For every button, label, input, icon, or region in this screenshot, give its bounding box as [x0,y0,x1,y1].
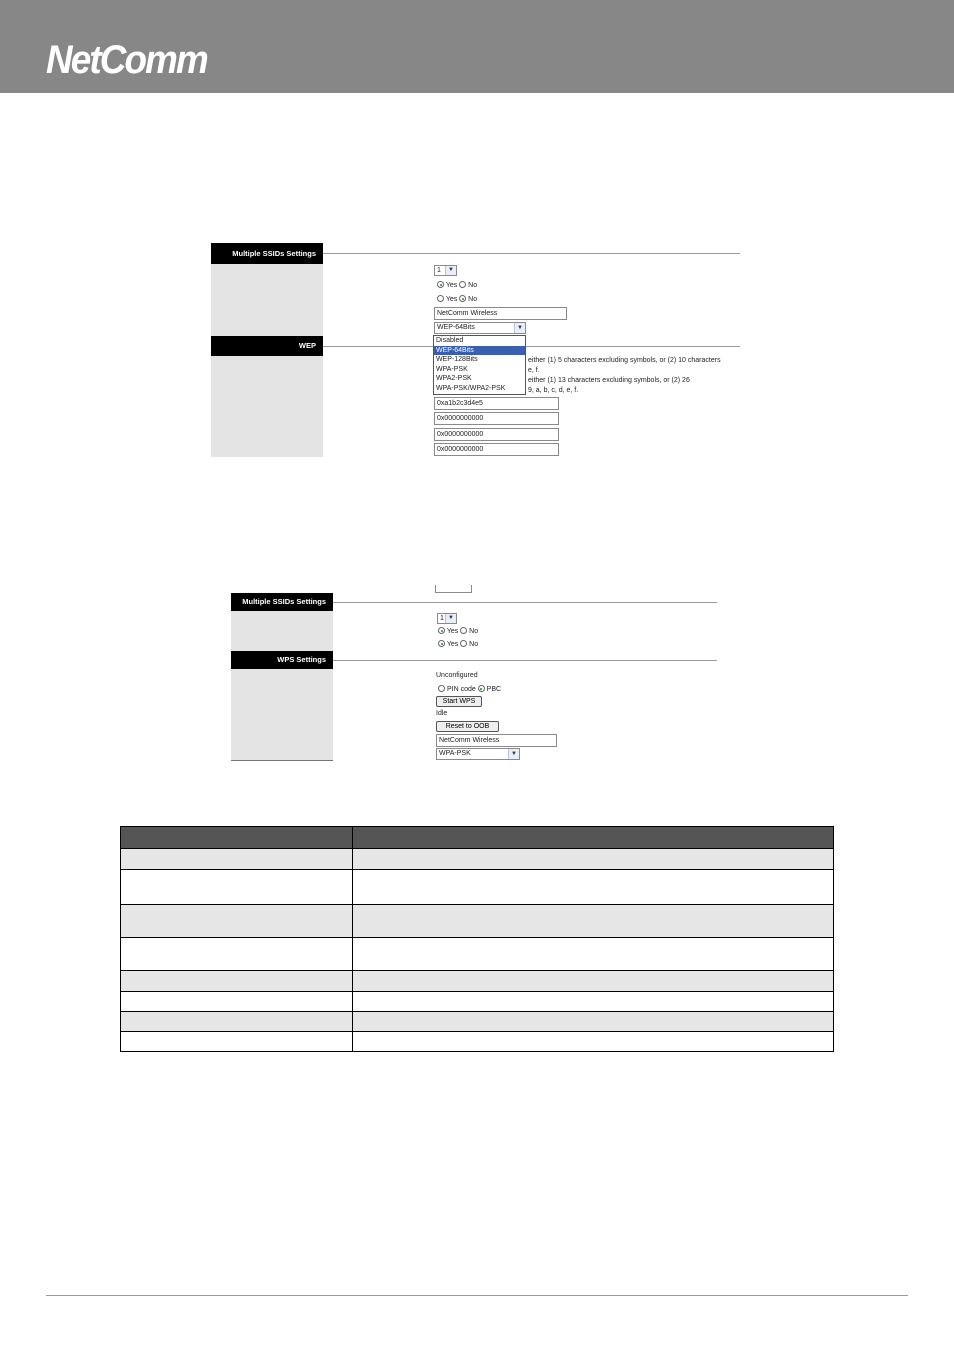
table-header-row [121,827,834,849]
auth-type-select[interactable] [436,748,520,760]
auth-option[interactable]: WPA2-PSK [436,375,472,383]
use-wps-no-label: No [468,296,478,303]
divider [323,253,740,254]
table-cell [353,992,834,1012]
broadcast-no-radio[interactable] [460,627,467,634]
section-header-wps: WPS Settings [231,651,333,669]
auth-option[interactable]: Disabled [436,337,464,344]
pin-code-label: PIN code [446,686,476,693]
netcomm-logo: NetComm [46,38,207,82]
use-wps-yes-radio[interactable] [437,295,444,302]
auth-type-value: WPA-PSK [439,750,471,757]
table-cell [353,905,834,938]
broadcast-yes-label: Yes [446,628,459,635]
auth-type-select[interactable] [434,322,526,334]
ssid-input[interactable]: NetComm Wireless [434,307,567,320]
table-row [121,905,834,938]
wps-mode-options [438,685,501,693]
key3-input[interactable]: 0x0000000000 [434,428,559,441]
pbc-radio[interactable] [478,685,485,692]
pbc-label: PBC [486,686,502,693]
broadcast-ssid-options [437,281,477,289]
table-cell [121,905,353,938]
key2-input[interactable]: 0x0000000000 [434,412,559,425]
broadcast-no-label: No [468,282,478,289]
sidebar-panel [231,593,333,760]
use-wps-yes-radio[interactable] [438,640,445,647]
wps-state-value: Unconfigured [436,672,478,679]
chevron-down-icon: ▼ [445,614,456,623]
broadcast-yes-label: Yes [445,282,458,289]
chevron-down-icon: ▼ [508,749,519,759]
ssid-index-select[interactable] [434,265,457,276]
auth-type-value: WEP-64Bits [437,324,475,331]
wps-progress-value: Idle [436,710,448,717]
use-wps-no-radio[interactable] [459,295,466,302]
divider [333,660,717,661]
table-cell [353,1032,834,1052]
ssid-index-value: 1 [440,615,444,622]
broadcast-yes-radio[interactable] [437,281,444,288]
table-cell [121,938,353,971]
table-cell [121,849,353,870]
start-wps-button[interactable]: Start WPS [436,696,482,707]
table-cell [353,870,834,905]
auth-type-dropdown-list [433,335,526,395]
table-row [121,1012,834,1032]
footer-rule [46,1295,908,1296]
ssid-index-value: 1 [437,267,441,274]
wep128-hint-line1: either (1) 13 characters excluding symbols, or (2) 26 [528,377,690,384]
ssid-input[interactable]: NetComm Wireless [436,734,557,747]
use-wps-options [438,640,478,648]
header-band [0,0,954,93]
table-cell [121,1032,353,1052]
key4-input[interactable]: 0x0000000000 [434,443,559,456]
table-row [121,938,834,971]
wep64-hint-line2: e, f. [528,367,540,374]
use-wps-yes-label: Yes [445,296,458,303]
section-header-multiple-ssids: Multiple SSIDs Settings [231,593,333,611]
table-row [121,849,834,870]
wep128-hint-line2: 9, a, b, c, d, e, f. [528,387,579,394]
divider [333,602,717,603]
chevron-down-icon: ▼ [514,323,525,333]
section-header-wep: WEP [211,336,323,356]
auth-option[interactable]: WPA-PSK/WPA2-PSK [436,384,506,392]
table-row [121,971,834,992]
auth-option-selected[interactable]: WEP-64Bits [434,346,525,356]
table-header-cell [353,827,834,849]
table-cell [353,938,834,971]
reset-to-oob-button[interactable]: Reset to OOB [436,721,499,732]
table-cell [121,870,353,905]
divider [323,346,740,347]
table-row [121,870,834,905]
key1-input[interactable]: 0xa1b2c3d4e5 [434,397,559,410]
table-cell [121,971,353,992]
section-header-multiple-ssids: Multiple SSIDs Settings [211,243,323,264]
settings-description-table [120,826,834,1052]
table-cell [353,1012,834,1032]
table-cell [353,971,834,992]
ssid-index-select[interactable] [437,613,457,624]
use-wps-yes-label: Yes [446,641,459,648]
table-cell [121,1012,353,1032]
wep64-hint-line1: either (1) 5 characters excluding symbols, or (2) 10 characters [528,357,721,364]
partial-input-edge [435,585,472,593]
broadcast-ssid-options [438,627,478,635]
pin-code-radio[interactable] [438,685,445,692]
table-row [121,992,834,1012]
use-wps-no-label: No [469,641,479,648]
broadcast-no-label: No [469,628,479,635]
auth-option[interactable]: WEP-128Bits [436,356,478,364]
sidebar-bottom-line [231,760,333,761]
broadcast-no-radio[interactable] [459,281,466,288]
chevron-down-icon: ▼ [445,266,456,275]
use-wps-options [437,295,477,303]
use-wps-no-radio[interactable] [460,640,467,647]
table-row [121,1032,834,1052]
table-cell [353,849,834,870]
auth-option[interactable]: WPA-PSK [436,365,468,373]
broadcast-yes-radio[interactable] [438,627,445,634]
table-header-cell [121,827,353,849]
table-cell [121,992,353,1012]
